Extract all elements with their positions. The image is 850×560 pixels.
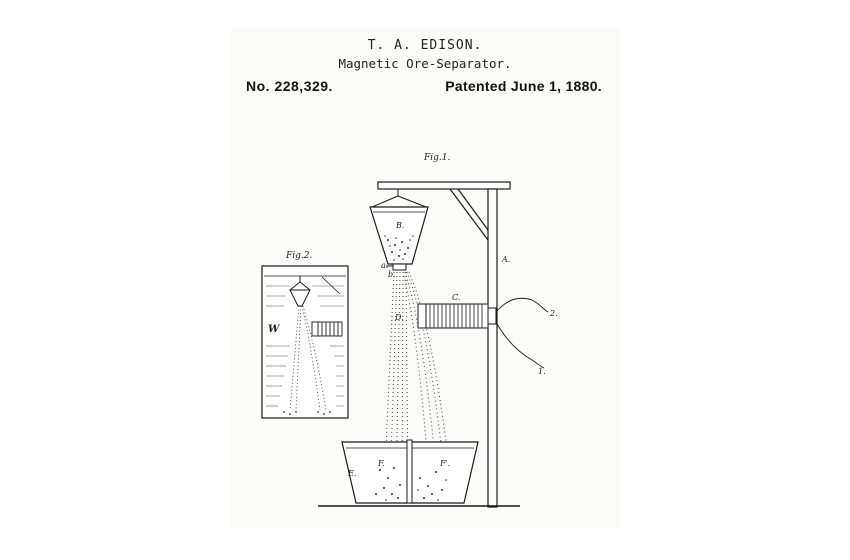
frame-post bbox=[488, 189, 497, 507]
fig2-tank bbox=[262, 266, 348, 418]
frame-brace bbox=[450, 189, 488, 240]
bin-ref: E. bbox=[348, 469, 357, 478]
hopper-ref: B. bbox=[396, 221, 405, 230]
fig2-mark: W bbox=[268, 324, 280, 335]
compartment-left-ref: F. bbox=[378, 459, 385, 468]
fig2-magnet bbox=[312, 322, 342, 336]
inventor-name: T. A. EDISON. bbox=[367, 38, 483, 53]
frame-top-beam bbox=[378, 182, 510, 189]
fig2-label: Fig.2. bbox=[286, 251, 313, 261]
patent-title: Magnetic Ore-Separator. bbox=[338, 56, 512, 71]
magnet-mount bbox=[488, 308, 496, 324]
collecting-bin bbox=[342, 440, 478, 503]
spout-ref: b. bbox=[388, 270, 396, 279]
wire-2-ref: 2. bbox=[550, 309, 558, 318]
magnet-ref: C. bbox=[452, 293, 461, 302]
fig1-label: Fig.1. bbox=[424, 153, 451, 163]
hopper-hanger bbox=[372, 189, 426, 207]
frame-ref: A. bbox=[502, 255, 511, 264]
wire-1-ref: 1. bbox=[538, 367, 546, 376]
patent-date: Patented June 1, 1880. bbox=[445, 78, 602, 94]
patent-number: No. 228,329. bbox=[246, 78, 333, 94]
compartment-right-ref: F'. bbox=[440, 459, 451, 468]
magnet bbox=[418, 304, 488, 328]
valve-ref: a. bbox=[381, 261, 389, 270]
deflected-ref: D. bbox=[395, 313, 404, 322]
hopper bbox=[370, 207, 428, 270]
magnet-wires bbox=[496, 298, 548, 368]
